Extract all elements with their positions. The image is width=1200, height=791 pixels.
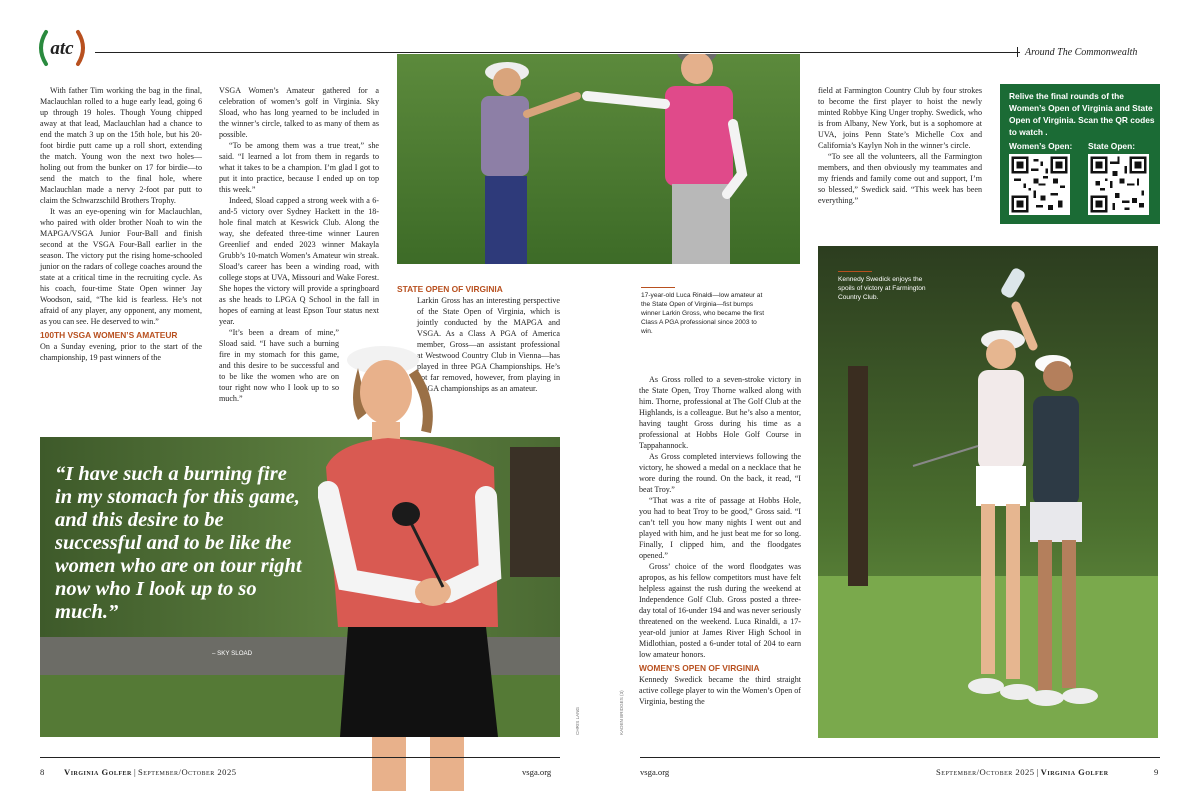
photo-fist-bump	[397, 54, 800, 264]
paragraph: As Gross rolled to a seven-stroke victory in the State Open, Troy Thorne walked along with him. Thorne, professional at The Golf Club at the Highlands, is a colleague. But he’s also a mentor, having taught Gross during his time as a professional at Hobbs Hole Golf Course in Tappahannock.	[639, 375, 801, 450]
article-column-4	[639, 374, 801, 707]
paragraph: On a Sunday evening, prior to the start of the championship, 19 past winners of the	[40, 342, 202, 362]
footer-right-masthead	[936, 767, 1109, 777]
section-heading-womens-open: WOMEN’S OPEN OF VIRGINIA	[639, 663, 760, 673]
paragraph: “To be among them was a true treat,” she said. “I learned a lot from them in regards to what it takes to be a champion. I’m glad I got to put it into practice, because I ended up on top this week.”	[219, 141, 379, 194]
paragraph: With father Tim working the bag in the final, Maclauchlan rolled to a huge early lead, going 6 up through 19 holes. Though Young chipped away at that lead, Maclauchlan had a chance to end the match 3 up on the 15th hole, but his 20-foot birdie putt came up a roll short, extending the match. Young won the next two holes—holing out from the bunker on 17 for birdie—to send the match to the final hole, where Maclauchlan made a nervy 2-foot par putt to claim the Schwarzschild Brothers Trophy.	[40, 86, 202, 205]
paragraph: Kennedy Swedick became the third straight active college player to win the Women’s Open of Virginia, besting the	[639, 675, 801, 706]
article-column-1	[40, 85, 202, 363]
footer-rule-left	[40, 757, 560, 758]
footer-url-left[interactable]: vsga.org	[522, 767, 552, 777]
caption-fist-bump: 17-year-old Luca Rinaldi—low amateur at the State Open of Virginia—fist bumps winner Larkin Gross, who became the first Class A PGA professional since 2003 to win.	[641, 292, 765, 335]
paragraph: Gross’ choice of the word floodgates was apropos, as his fellow competitors must have felt helpless against the rush during the weekend at Independence Golf Club. Gross posted a three-day total of 16-under 194 and was never seriously threatened on the weekend. Luca Rinaldi, a 17-year-old junior at James River High School in Midlothian, posted a 6-under total of 204 to earn low amateur honors.	[639, 562, 801, 659]
paragraph: “That was a rite of passage at Hobbs Hole, you had to beat Troy to be good,” Gross said. “I can’t tell you how many nights I went out and played with him, and he just beat me for so long. Finally, I clipped him, and the floodgates opened.”	[639, 496, 801, 560]
paragraph: As Gross completed interviews following the victory, he showed a medal on a necklace that he wore during the round. On the back, it read, “I beat Troy.”	[639, 452, 801, 494]
pull-quote: “I have such a burning fire in my stomach for this game, and this desire to be successful and to be like the women who are on tour right now who I look up to so much.”	[55, 463, 302, 623]
footer-separator: |	[134, 767, 136, 777]
caption-rule	[838, 271, 872, 272]
qr-label-state-open: State Open:	[1088, 141, 1135, 151]
magazine-name: Virginia Golfer	[64, 767, 132, 777]
qr-label-womens-open: Women’s Open:	[1009, 141, 1073, 151]
paragraph: VSGA Women’s Amateur gathered for a celebration of women’s golf in Virginia. Sky Sload, who has long yearned to be included in the winner’s circle, talked to as many of them as possible.	[219, 86, 379, 139]
issue-date: September/October 2025	[936, 767, 1035, 777]
section-heading-womens-amateur: 100TH VSGA WOMEN’S AMATEUR	[40, 330, 178, 340]
footer-left-masthead	[64, 767, 237, 777]
paragraph: “It’s been a dream of mine,” Sload said. “I have such a burning fire in my stomach for this game, and this desire to be successful and to be like the women who are on tour right now who I look up to so much.”	[219, 328, 339, 403]
figure-sky-sload	[318, 342, 528, 791]
caption-rule	[641, 287, 675, 288]
page-number-right: 9	[1154, 767, 1159, 777]
qr-promo-box	[1000, 84, 1160, 224]
photo-credit-left: CHRIS LANG	[575, 706, 580, 735]
photo-swedick-celebration	[818, 246, 1158, 738]
paragraph: Indeed, Sload capped a strong week with a 6-and-5 victory over Sydney Hackett in the 18-hole final match at Keswick Club. Along the way, she defeated three-time winner Lauren Greenlief and ended 2023 winner Makayla Grubb’s 10-match Women’s Amateur win streak. Sload’s career has been a winding road, with college stops at UVA, Missouri and Wake Forest. She hopes the victory will provide a springboard as she heads to LPGA Q School in the fall in hopes of earning at least Epson Tour status next year.	[219, 196, 379, 326]
header-rule-tick	[1017, 47, 1018, 57]
magazine-name: Virginia Golfer	[1040, 767, 1109, 777]
caption-swedick: Kennedy Swedick enjoys the spoils of victory at Farmington Country Club.	[838, 276, 926, 301]
qr-code-state-open[interactable]	[1088, 154, 1149, 215]
paragraph: field at Farmington Country Club by four strokes to become the first player to hoist the newly minted Robbye King Unger trophy. Swedick, who is from Albany, New York, but is a sophomore at UVA, joins Penn State’s Michelle Cox and California’s Kaylyn Noh in the winner’s circle.	[818, 86, 982, 150]
footer-separator: |	[1036, 767, 1039, 777]
logo-text: atc	[50, 38, 74, 59]
footer-rule-right	[640, 757, 1160, 758]
page-number-left: 8	[40, 767, 45, 777]
footer-url-right[interactable]: vsga.org	[640, 767, 670, 777]
issue-date: September/October 2025	[137, 767, 237, 777]
paragraph: It was an eye-opening win for Maclauchlan, who paired with older brother Noah to win the MAPGA/VSGA Junior Four-Ball and finish second at the VSGA Four-Ball earlier in the season. The victory put the rising home-schooled junior on the radars of college coaches around the state at a critical time in the recruiting cycle. As his coach, four-time State Open winner Jay Woodson, said, “The kid is fearless. He’s not afraid of any player, any opponent, any moment, as you can see. He deserved to win.”	[40, 207, 202, 326]
article-column-5	[818, 85, 982, 206]
pull-quote-attribution: – SKY SLOAD	[212, 650, 253, 657]
paragraph: “To see all the volunteers, all the Farmington members, and then obviously my teammates and my friends and family come out and support, I’m so blessed,” Swedick said. “This week has been everything.”	[818, 152, 982, 205]
qr-promo-text: Relive the final rounds of the Women’s Open of Virginia and State Open of Virginia. Scan the QR codes to watch .	[1009, 91, 1155, 137]
section-heading-state-open: STATE OPEN OF VIRGINIA	[397, 284, 503, 294]
photo-credit-right: KADEN BRIDGES (3)	[619, 690, 624, 735]
header-rule	[95, 52, 1020, 53]
qr-code-womens-open[interactable]	[1009, 154, 1070, 215]
atc-logo	[34, 28, 90, 68]
paragraph: Larkin Gross has an interesting perspective of the State Open of Virginia, which is jointly conducted by the MAPGA and VSGA. As a Class A PGA of America member, Gross—an assistant professional at Westwood Country Club in Vienna—has played in three PGA Championships. He’s not far removed, however, from playing in VSGA championships as an amateur.	[417, 296, 560, 393]
section-title: Around The Commonwealth	[1025, 47, 1138, 58]
